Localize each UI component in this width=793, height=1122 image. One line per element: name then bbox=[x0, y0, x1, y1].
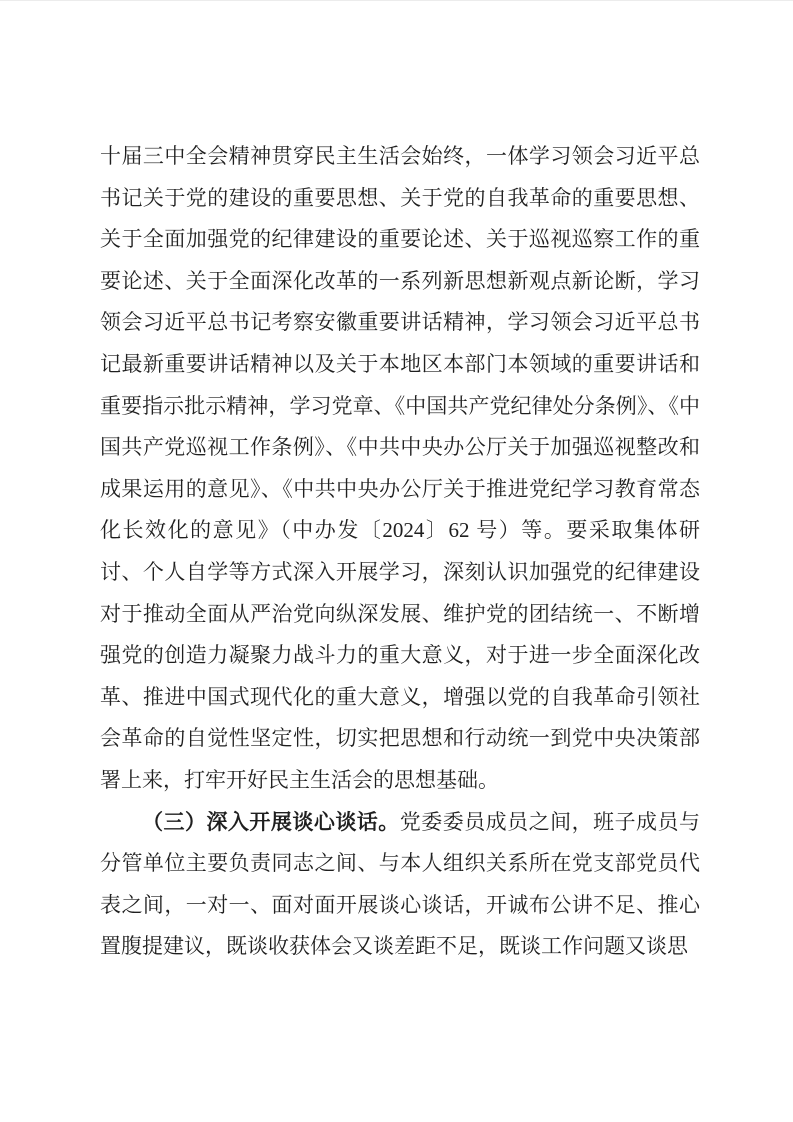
paragraph-continued bbox=[100, 136, 700, 802]
paragraph-text: 十届三中全会精神贯穿民主生活会始终，一体学习领会习近平总书记关于党的建设的重要思想、关于党的自我革命的重要思想、关于全面加强党的纪律建设的重要论述、关于巡视巡察工作的重要论述、关于全面深化改革的一系列新思想新观点新论断，学习领会习近平总书记考察安徽重要讲话精神，学习领会习近平总书记最新重要讲话精神以及关于本地区本部门本领域的重要讲话和重要指示批示精神，学习党章、《中国共产党纪律处分条例》、《中国共产党巡视工作条例》、《中共中央办公厅关于加强巡视整改和成果运用的意见》、《中共中央办公厅关于推进党纪学习教育常态化长效化的意见》（中办发〔2024〕62 号）等。要采取集体研讨、个人自学等方式深入开展学习，深刻认识加强党的纪律建设对于推动全面从严治党向纵深发展、维护党的团结统一、不断增强党的创造力凝聚力战斗力的重大意义，对于进一步全面深化改革、推进中国式现代化的重大意义，增强以党的自我革命引领社会革命的自觉性坚定性，切实把思想和行动统一到党中央决策部署上来，打牢开好民主生活会的思想基础。 bbox=[100, 144, 700, 792]
paragraph-section-3 bbox=[100, 802, 700, 968]
paragraph-text: 党委委员成员之间，班子成员与分管单位主要负责同志之间、与本人组织关系所在党支部党员代表之间，一对一、面对面开展谈心谈话，开诚布公讲不足、推心置腹提建议，既谈收获体会又谈差距不足，既谈工作问题又谈思 bbox=[100, 809, 701, 959]
document-body bbox=[100, 136, 700, 968]
section-heading-bold: （三）深入开展谈心谈话。 bbox=[142, 809, 400, 834]
